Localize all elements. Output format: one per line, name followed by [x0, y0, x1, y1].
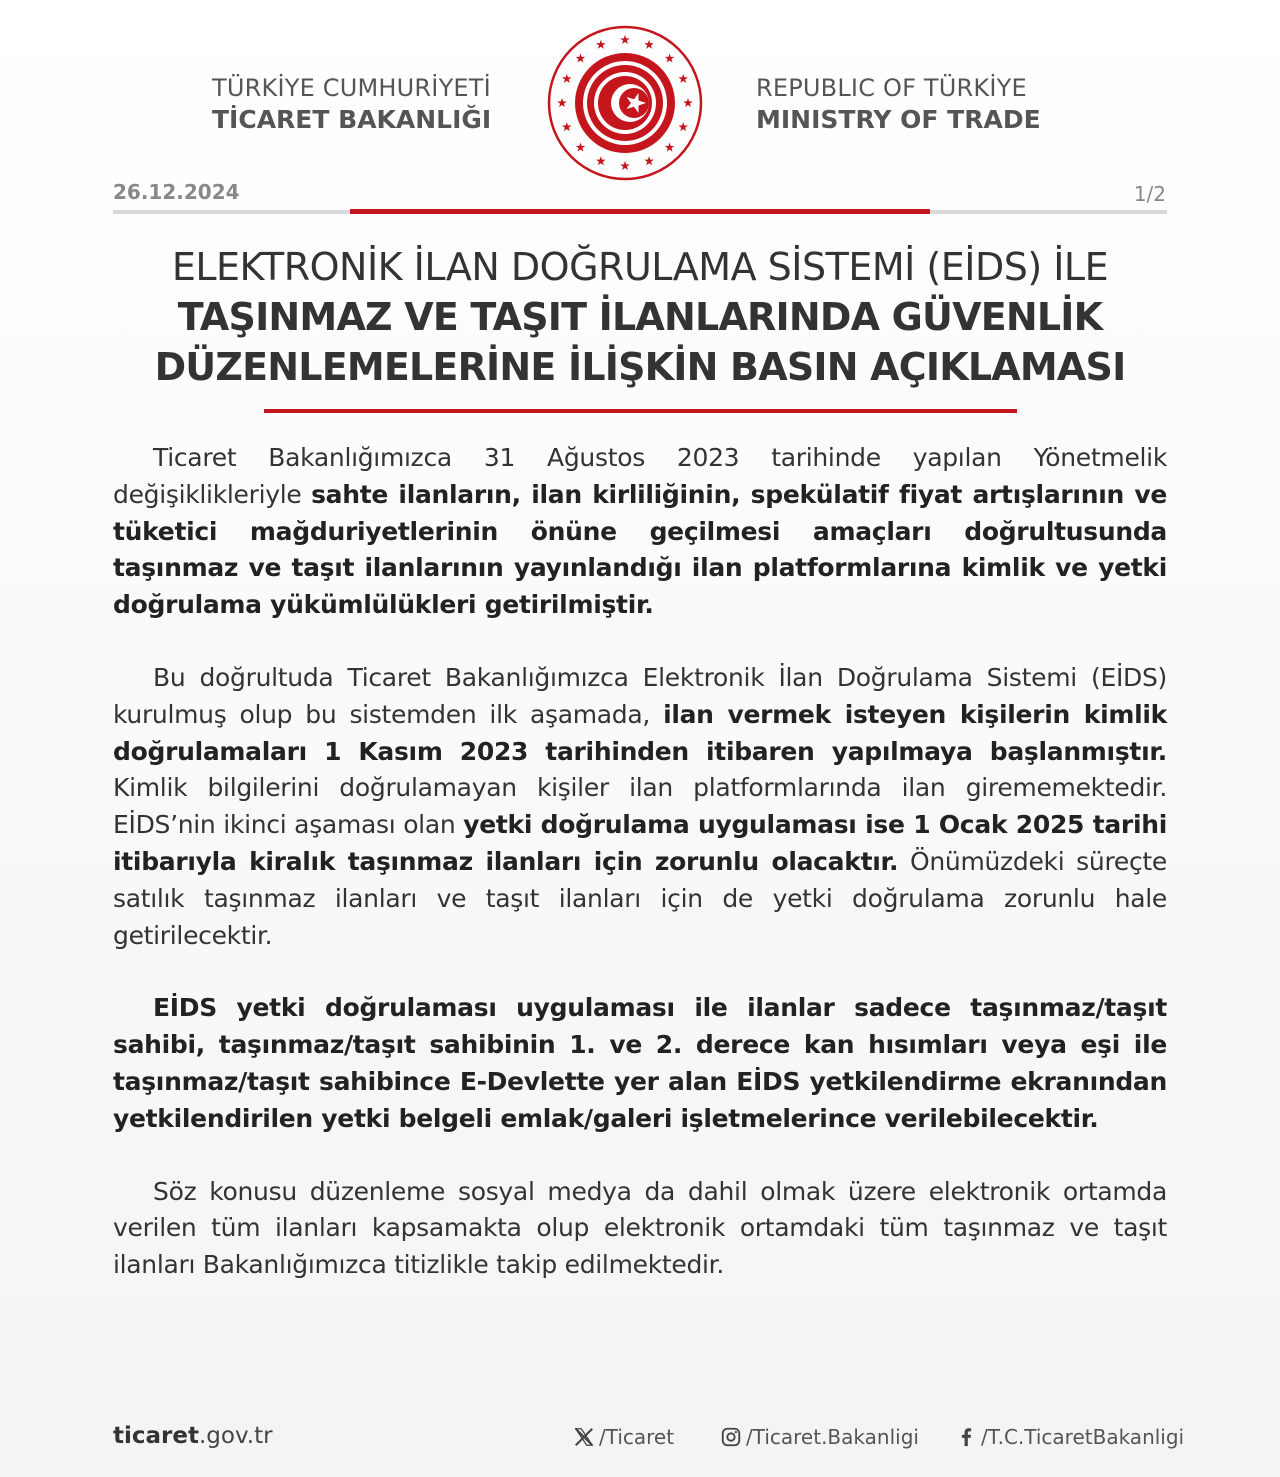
paragraph-2 — [113, 660, 1167, 954]
paragraph-3: EİDS yetki doğrulaması uygulaması ile ilanlar sadece taşınmaz/taşıt sahibi, taşınmaz/taşıt sahibinin 1. ve 2. derece kan hısımları veya eşi ile taşınmaz/taşıt sahibince E-Devlette yer alan EİDS yetkilendirme ekranından yetkilendirilen yetki belgeli emlak/galeri işletmelerince verilebilecektir. — [113, 993, 1167, 1133]
x-icon — [573, 1426, 595, 1448]
emblem-star — [562, 74, 572, 83]
emblem-star — [620, 35, 630, 44]
title-line-3: DÜZENLEMELERİNE İLİŞKİN BASIN AÇIKLAMASI — [154, 345, 1126, 389]
x-handle: /Ticaret — [599, 1425, 675, 1449]
instagram-handle: /Ticaret.Bakanligi — [746, 1425, 919, 1449]
instagram-link[interactable] — [720, 1425, 919, 1449]
emblem-star — [683, 98, 693, 107]
paragraph-2-text-a: Bu doğrultuda Ticaret Bakanlığımızca Elektronik İlan Doğrulama Sistemi (EİDS) kurulmuş olup bu sistemden ilk aşamada, — [113, 662, 1167, 729]
header-divider-accent — [350, 209, 930, 214]
press-release-body — [113, 440, 1167, 1320]
paragraph-1-text: Ticaret Bakanlığımızca 31 Ağustos 2023 tarihinde yapılan Yönetmelik değişiklikleriyle — [113, 443, 1167, 509]
emblem-star — [678, 74, 688, 83]
facebook-handle: /T.C.TicaretBakanligi — [981, 1425, 1185, 1449]
paragraph-2-emphasis-a: ilan vermek isteyen kişilerin kimlik doğrulamaları 1 Kasım 2023 tarihinden itibaren yapılmaya başlanmıştır. — [113, 699, 1167, 766]
ministry-emblem-icon — [546, 24, 704, 182]
emblem-star — [576, 53, 586, 62]
press-release-title — [80, 242, 1200, 392]
facebook-icon — [955, 1426, 977, 1448]
emblem-star — [562, 122, 572, 131]
paragraph-2-text-c: Önümüzdeki süreçte satılık taşınmaz ilanları ve taşıt ilanları için de yetki doğrulama zorunlu hale getirilecektir. — [113, 846, 1167, 950]
emblem-star — [576, 143, 586, 152]
emblem-star — [644, 156, 654, 165]
emblem-star — [557, 98, 567, 107]
emblem-star — [596, 156, 606, 165]
paragraph-2-text-b: Kimlik bilgilerini doğrulamayan kişiler ilan platformlarında ilan girememektedir. EİDS’nin ikinci aşaması olan — [113, 773, 1167, 840]
title-divider — [264, 409, 1017, 413]
instagram-icon — [720, 1426, 742, 1448]
ministry-title-en: MINISTRY OF TRADE — [756, 105, 1041, 134]
ministry-name-tr — [212, 72, 502, 136]
website-domain-rest: .gov.tr — [198, 1423, 273, 1449]
republic-name-en: REPUBLIC OF TÜRKİYE — [756, 74, 1027, 102]
paragraph-1-emphasis: sahte ilanların, ilan kirliliğinin, spekülatif fiyat artışlarının ve tüketici mağduriyetlerinin önüne geçilmesi amaçları doğrultusunda taşınmaz ve taşıt ilanlarının yayınlandığı ilan platformlarına kimlik ve yetki doğrulama yükümlülükleri getirilmiştir. — [113, 479, 1167, 620]
emblem-star — [665, 143, 675, 152]
emblem-star — [665, 53, 675, 62]
title-line-1: ELEKTRONİK İLAN DOĞRULAMA SİSTEMİ (EİDS) İLE — [171, 245, 1109, 289]
ministry-title-tr: TİCARET BAKANLIĞI — [212, 105, 492, 134]
website-link[interactable] — [113, 1423, 273, 1449]
republic-name-tr: TÜRKİYE CUMHURİYETİ — [212, 74, 491, 102]
paragraph-1 — [113, 440, 1167, 624]
emblem-star — [620, 161, 630, 170]
paragraph-2-emphasis-b: yetki doğrulama uygulaması ise 1 Ocak 2025 tarihi itibarıyla kiralık taşınmaz ilanları için zorunlu olacaktır. — [113, 810, 1167, 876]
title-line-2: TAŞINMAZ VE TAŞIT İLANLARINDA GÜVENLİK — [177, 295, 1103, 339]
release-date: 26.12.2024 — [113, 180, 240, 204]
ministry-name-en — [756, 72, 1056, 136]
website-domain-bold: ticaret — [113, 1423, 199, 1449]
emblem-star — [596, 40, 606, 49]
letterhead — [0, 0, 1280, 200]
page-number: 1/2 — [1133, 182, 1166, 206]
emblem-star — [678, 122, 688, 131]
emblem-star — [644, 40, 654, 49]
paragraph-4: Söz konusu düzenleme sosyal medya da dahil olmak üzere elektronik ortamda verilen tüm ilanları kapsamakta olup elektronik ortamdaki tüm taşınmaz ve taşıt ilanları Bakanlığımızca titizlikle takip edilmektedir. — [113, 1176, 1167, 1280]
x-link[interactable] — [573, 1425, 674, 1449]
facebook-link[interactable] — [955, 1425, 1184, 1449]
footer — [0, 1415, 1280, 1455]
